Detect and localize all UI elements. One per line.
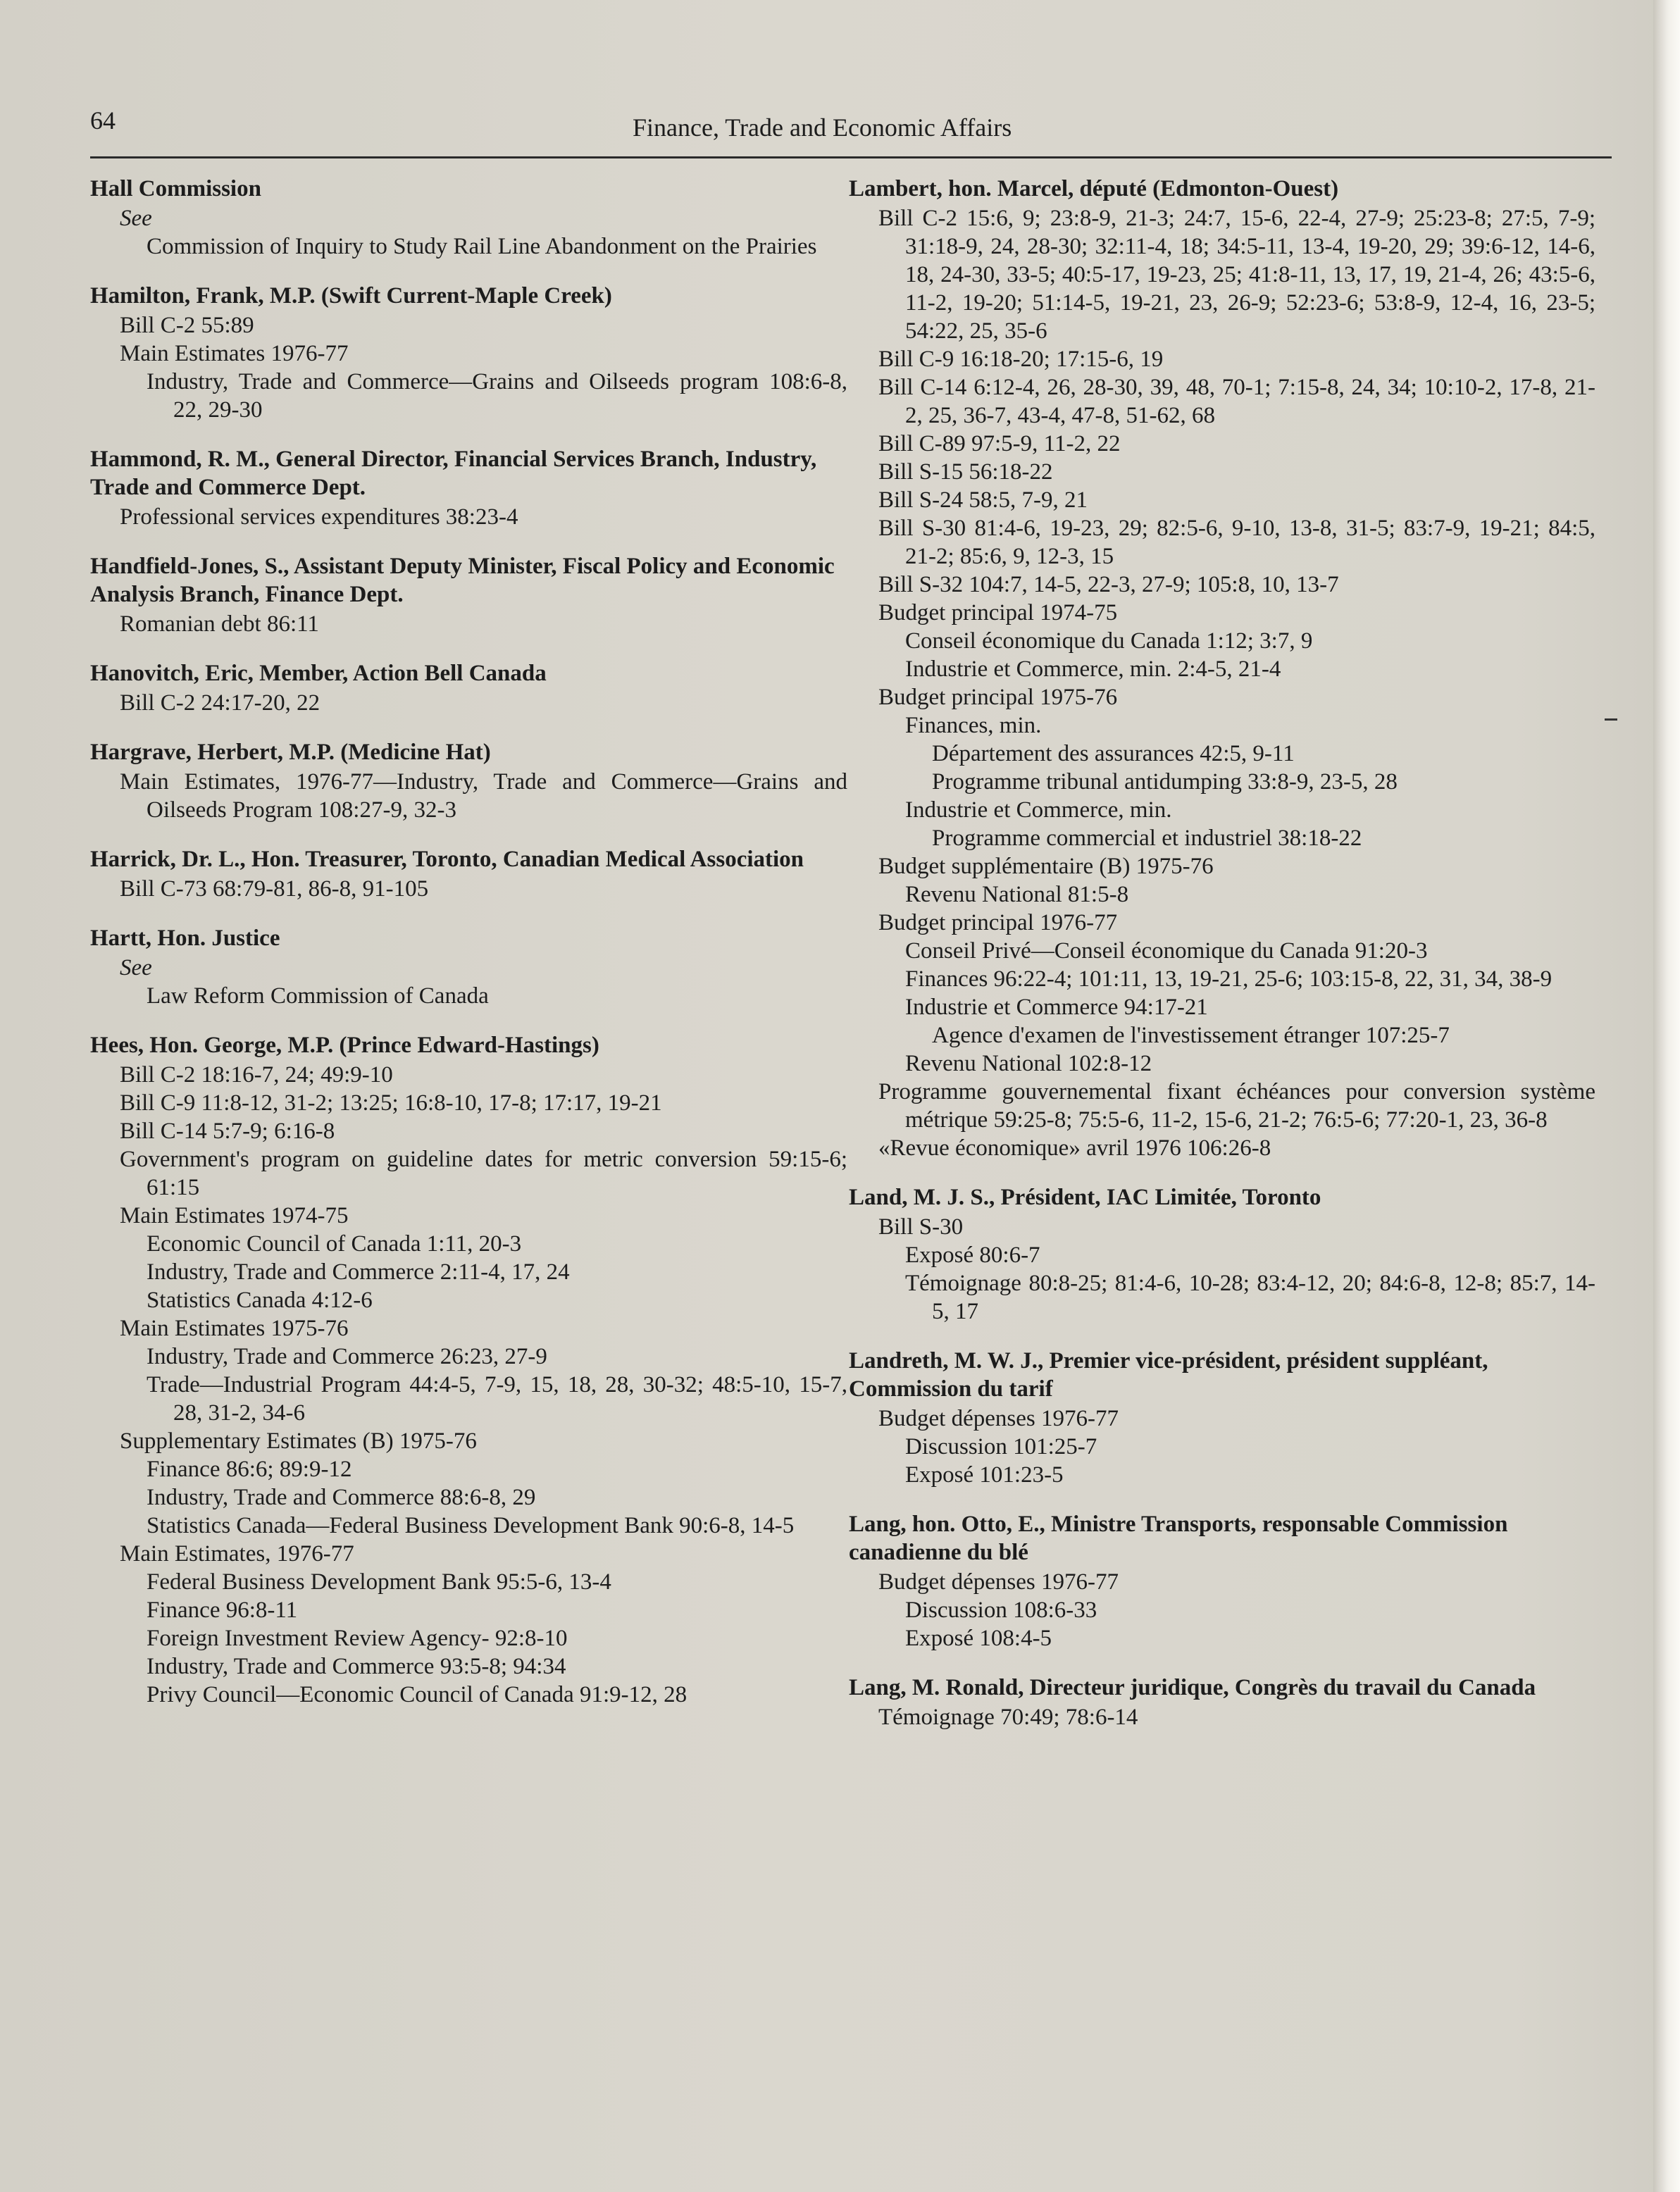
entry-subline: Budget dépenses 1976-77 [878,1569,1119,1595]
entry-subline: «Revue économique» avril 1976 106:26-8 [878,1135,1271,1161]
entry-subline: Privy Council—Economic Council of Canada 91:9-12, 28 [147,1682,687,1707]
left-column [90,175,847,1730]
entry-subline: Conseil Privé—Conseil économique du Canada 91:20-3 [905,938,1428,964]
index-entry [849,1674,1595,1731]
page-edge [1653,0,1680,2192]
index-entry [90,659,847,717]
index-entry [90,1031,847,1709]
entry-subline: Programme gouvernemental fixant échéances pour conversion système métrique 59:25-8; 75:5-6, 11-2, 15-6, 21-2; 76:5-6; 77:20-1, 23, 36-8 [878,1079,1595,1133]
entry-subline: Revenu National 81:5-8 [905,882,1129,907]
entry-subline: Programme commercial et industriel 38:18-22 [932,826,1362,851]
entry-subline: Programme tribunal antidumping 33:8-9, 23-5, 28 [932,769,1398,795]
entry-subline: Bill S-30 81:4-6, 19-23, 29; 82:5-6, 9-10, 13-8, 31-5; 83:7-9, 19-21; 84:5, 21-2; 85:6, 9, 12-3, 15 [878,516,1595,569]
entry-heading: Landreth, M. W. J., Premier vice-président, président suppléant, Commission du tarif [849,1348,1488,1402]
entry-subline: Industrie et Commerce, min. 2:4-5, 21-4 [905,656,1281,682]
entry-subline: Exposé 80:6-7 [905,1243,1040,1268]
entry-subline: Revenu National 102:8-12 [905,1051,1152,1076]
entry-subline: Bill C-2 15:6, 9; 23:8-9, 21-3; 24:7, 15-6, 22-4, 27-9; 25:23-8; 27:5, 7-9; 31:18-9, 24, 28-30; 32:11-4, 18; 34:5-11, 13-4, 19-20, 29; 39:6-12, 14-6, 18, 24-30, 33-5; 40:5-17, 19-23, 25; 41:8-11, 13, 17, 19, 21-4, 26; 43:5-6, 11-2, 19-20; 51:14-5, 19-21, 23, 26-9; 52:23-6; 53:8-9, 12-4, 16, 23-5; 54:22, 25, 35-6 [878,206,1595,344]
entry-subline: Budget supplémentaire (B) 1975-76 [878,854,1214,879]
entry-subline: Budget principal 1974-75 [878,600,1118,625]
entry-heading: Land, M. J. S., Président, IAC Limitée, Toronto [849,1185,1321,1210]
index-entry [849,175,1595,1162]
entry-subline: Finance 96:8-11 [147,1598,298,1623]
entry-subline: Main Estimates 1976-77 [120,341,349,366]
index-entry [849,1347,1595,1489]
entry-subline: Federal Business Development Bank 95:5-6, 13-4 [147,1569,611,1595]
entry-heading: Handfield-Jones, S., Assistant Deputy Minister, Fiscal Policy and Economic Analysis Branch, Finance Dept. [90,554,835,607]
entry-heading: Lang, hon. Otto, E., Ministre Transports, responsable Commission canadienne du blé [849,1512,1508,1565]
entry-subline: Exposé 108:4-5 [905,1626,1052,1651]
entry-subline: Conseil économique du Canada 1:12; 3:7, 9 [905,628,1313,654]
entry-subline: Bill C-73 68:79-81, 86-8, 91-105 [120,876,429,902]
entry-subline: Industry, Trade and Commerce 93:5-8; 94:34 [147,1654,566,1679]
entry-subline: Supplementary Estimates (B) 1975-76 [120,1428,477,1454]
entry-subline: Industry, Trade and Commerce 2:11-4, 17, 24 [147,1259,570,1285]
entry-subline: Bill C-14 5:7-9; 6:16-8 [120,1119,335,1144]
entry-subline: Département des assurances 42:5, 9-11 [932,741,1295,766]
entry-subline: Finances 96:22-4; 101:11, 13, 19-21, 25-6; 103:15-8, 22, 31, 34, 38-9 [905,966,1553,992]
entry-subline: Statistics Canada—Federal Business Development Bank 90:6-8, 14-5 [147,1513,795,1538]
entry-heading: Hamilton, Frank, M.P. (Swift Current-Maple Creek) [90,283,612,309]
entry-subline: Bill S-32 104:7, 14-5, 22-3, 27-9; 105:8, 10, 13-7 [878,572,1339,597]
entry-subline: Témoignage 80:8-25; 81:4-6, 10-28; 83:4-12, 20; 84:6-8, 12-8; 85:7, 14-5, 17 [905,1271,1595,1324]
entry-subline: Industrie et Commerce 94:17-21 [905,995,1208,1020]
entry-subline: Bill C-2 18:16-7, 24; 49:9-10 [120,1062,393,1088]
entry-subline: Bill S-30 [878,1214,964,1240]
right-column [849,175,1595,1752]
entry-heading: Harrick, Dr. L., Hon. Treasurer, Toronto, Canadian Medical Association [90,847,804,872]
entry-heading: Hargrave, Herbert, M.P. (Medicine Hat) [90,740,491,765]
index-entry [90,738,847,824]
entry-subline: Finance 86:6; 89:9-12 [147,1457,352,1482]
entry-subline: Romanian debt 86:11 [120,611,319,637]
page-number: 64 [90,106,116,135]
entry-subline: Bill S-15 56:18-22 [878,459,1053,485]
entry-subline: Statistics Canada 4:12-6 [147,1288,373,1313]
entry-subline: Bill C-14 6:12-4, 26, 28-30, 39, 48, 70-1; 7:15-8, 24, 34; 10:10-2, 17-8, 21-2, 25, 36-7, 43-4, 47-8, 51-62, 68 [878,375,1595,428]
entry-subline: Agence d'examen de l'investissement étranger 107:25-7 [932,1023,1450,1048]
entry-heading: Hall Commission [90,176,261,201]
entry-subline: Exposé 101:23-5 [905,1462,1064,1488]
entry-subline: Economic Council of Canada 1:11, 20-3 [147,1231,522,1257]
entry-subline: Trade—Industrial Program 44:4-5, 7-9, 15, 18, 28, 30-32; 48:5-10, 15-7, 28, 31-2, 34-6 [147,1372,847,1426]
entry-subline: Foreign Investment Review Agency- 92:8-10 [147,1626,568,1651]
entry-subline: Bill C-2 24:17-20, 22 [120,690,321,716]
entry-subline: Industry, Trade and Commerce 26:23, 27-9 [147,1344,547,1369]
entry-subline: Témoignage 70:49; 78:6-14 [878,1705,1138,1730]
margin-mark [1605,718,1617,721]
entry-subline: Bill C-89 97:5-9, 11-2, 22 [878,431,1121,456]
entry-subline: Law Reform Commission of Canada [147,983,489,1009]
entry-subline: Bill S-24 58:5, 7-9, 21 [878,487,1088,513]
index-entry [90,282,847,424]
entry-subline: Discussion 108:6-33 [905,1598,1097,1623]
index-entry [90,552,847,638]
entry-subline: Bill C-2 55:89 [120,313,254,338]
entry-subline: Main Estimates, 1976-77 [120,1541,354,1567]
entry-heading: Hammond, R. M., General Director, Financial Services Branch, Industry, Trade and Commerce Dept. [90,447,817,500]
entry-subline: Government's program on guideline dates for metric conversion 59:15-6; 61:15 [120,1147,847,1200]
index-entry [849,1183,1595,1326]
page-header [90,106,1612,158]
entry-subline: Main Estimates 1974-75 [120,1203,349,1228]
entry-heading: Lang, M. Ronald, Directeur juridique, Congrès du travail du Canada [849,1675,1536,1700]
entry-subline: Bill C-9 11:8-12, 31-2; 13:25; 16:8-10, 17-8; 17:17, 19-21 [120,1090,662,1116]
entry-subline: Industry, Trade and Commerce 88:6-8, 29 [147,1485,536,1510]
entry-subline: Industrie et Commerce, min. [905,797,1172,823]
entry-subline: Main Estimates, 1976-77—Industry, Trade and Commerce—Grains and Oilseeds Program 108:27-9, 32-3 [120,769,847,823]
index-entry [90,445,847,531]
index-entry [849,1510,1595,1652]
entry-subline: Industry, Trade and Commerce—Grains and Oilseeds program 108:6-8, 22, 29-30 [147,369,847,423]
entry-heading: Lambert, hon. Marcel, député (Edmonton-Ouest) [849,176,1339,201]
entry-subline: Commission of Inquiry to Study Rail Line Abandonment on the Prairies [147,234,817,259]
running-title: Finance, Trade and Economic Affairs [633,113,1012,142]
entry-subline: Professional services expenditures 38:23-4 [120,504,518,530]
entry-subline: Budget dépenses 1976-77 [878,1406,1119,1431]
index-entry [90,175,847,261]
entry-subline: Main Estimates 1975-76 [120,1316,349,1341]
entry-subline: Finances, min. [905,713,1042,738]
entry-subline: Bill C-9 16:18-20; 17:15-6, 19 [878,347,1164,372]
entry-subline: Discussion 101:25-7 [905,1434,1097,1459]
index-entry [90,924,847,1010]
entry-subline: Budget principal 1976-77 [878,910,1118,935]
see-reference: See [120,955,152,980]
entry-heading: Hartt, Hon. Justice [90,926,280,951]
see-reference: See [120,206,152,231]
entry-heading: Hanovitch, Eric, Member, Action Bell Canada [90,661,547,686]
entry-subline: Budget principal 1975-76 [878,685,1118,710]
index-entry [90,845,847,903]
entry-heading: Hees, Hon. George, M.P. (Prince Edward-Hastings) [90,1033,599,1058]
